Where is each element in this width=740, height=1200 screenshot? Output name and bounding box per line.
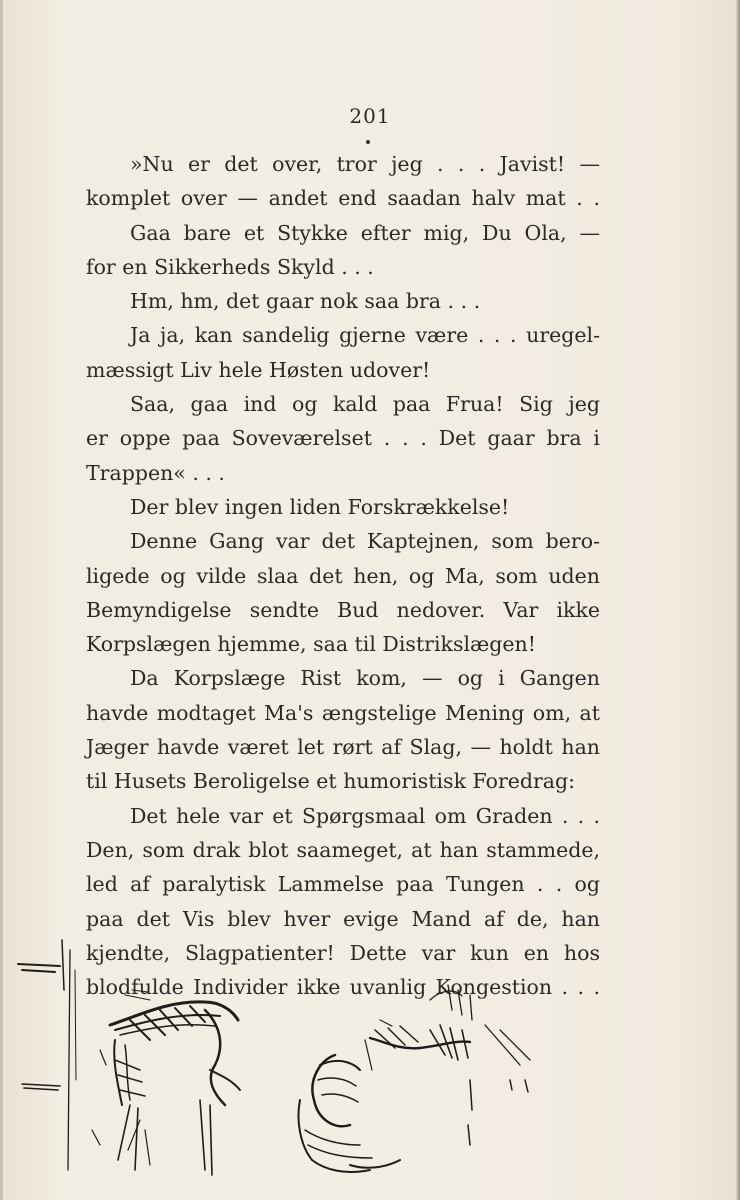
kneeling-figure-sketch	[92, 990, 240, 1175]
text-line: Ja ja, kan sandelig gjerne være . . . uregel-	[130, 323, 600, 348]
text-line: Denne Gang var det Kaptejnen, som bero-	[130, 529, 600, 554]
text-line: mæssigt Liv hele Høsten udover!	[86, 357, 431, 382]
text-line: Jæger havde været let rørt af Slag, — holdt han	[86, 735, 600, 760]
text-line: Saa, gaa ind og kald paa Frua! Sig jeg	[130, 392, 600, 417]
text-line: Den, som drak blot saameget, at han stammede,	[86, 837, 600, 862]
ink-speck	[366, 140, 370, 144]
page-number: 201	[349, 104, 391, 128]
pen-sketch-illustration	[0, 930, 740, 1200]
text-line: Det hele var et Spørgsmaal om Graden . . .	[130, 803, 600, 828]
text-line: til Husets Beroligelse et humoristisk Foredrag:	[86, 769, 576, 794]
crouching-figure-sketch	[299, 1020, 471, 1172]
text-line: havde modtaget Ma's ængstelige Mening om, at	[86, 700, 600, 725]
text-line: Trappen« . . .	[86, 460, 225, 485]
text-line: Da Korpslæge Rist kom, — og i Gangen	[130, 666, 600, 691]
text-line: Bemyndigelse sendte Bud nedover. Var ikke	[86, 597, 600, 622]
text-line: ligede og vilde slaa det hen, og Ma, som uden	[86, 563, 600, 588]
text-line: Der blev ingen liden Forskrækkelse!	[130, 494, 510, 519]
text-line: for en Sikkerheds Skyld . . .	[86, 254, 374, 279]
text-line: led af paralytisk Lammelse paa Tungen . . og	[86, 872, 600, 897]
text-line: er oppe paa Soveværelset . . . Det gaar bra i	[86, 426, 600, 451]
text-line: paa det Vis blev hver evige Mand af de, han	[86, 906, 600, 931]
text-line: komplet over — andet end saadan halv mat . .	[86, 186, 600, 211]
text-line: Korpslægen hjemme, saa til Distrikslægen!	[86, 632, 536, 657]
text-line: kjendte, Slagpatienter! Dette var kun en hos	[86, 940, 600, 965]
text-line: Hm, hm, det gaar nok saa bra . . .	[130, 289, 481, 314]
text-line: blodfulde Individer ikke uvanlig Kongestion . . .	[86, 975, 600, 1000]
text-line: Gaa bare et Stykke efter mig, Du Ola, —	[130, 220, 600, 245]
text-line: »Nu er det over, tror jeg . . . Javist! —	[130, 152, 600, 176]
body-text	[86, 147, 600, 1004]
